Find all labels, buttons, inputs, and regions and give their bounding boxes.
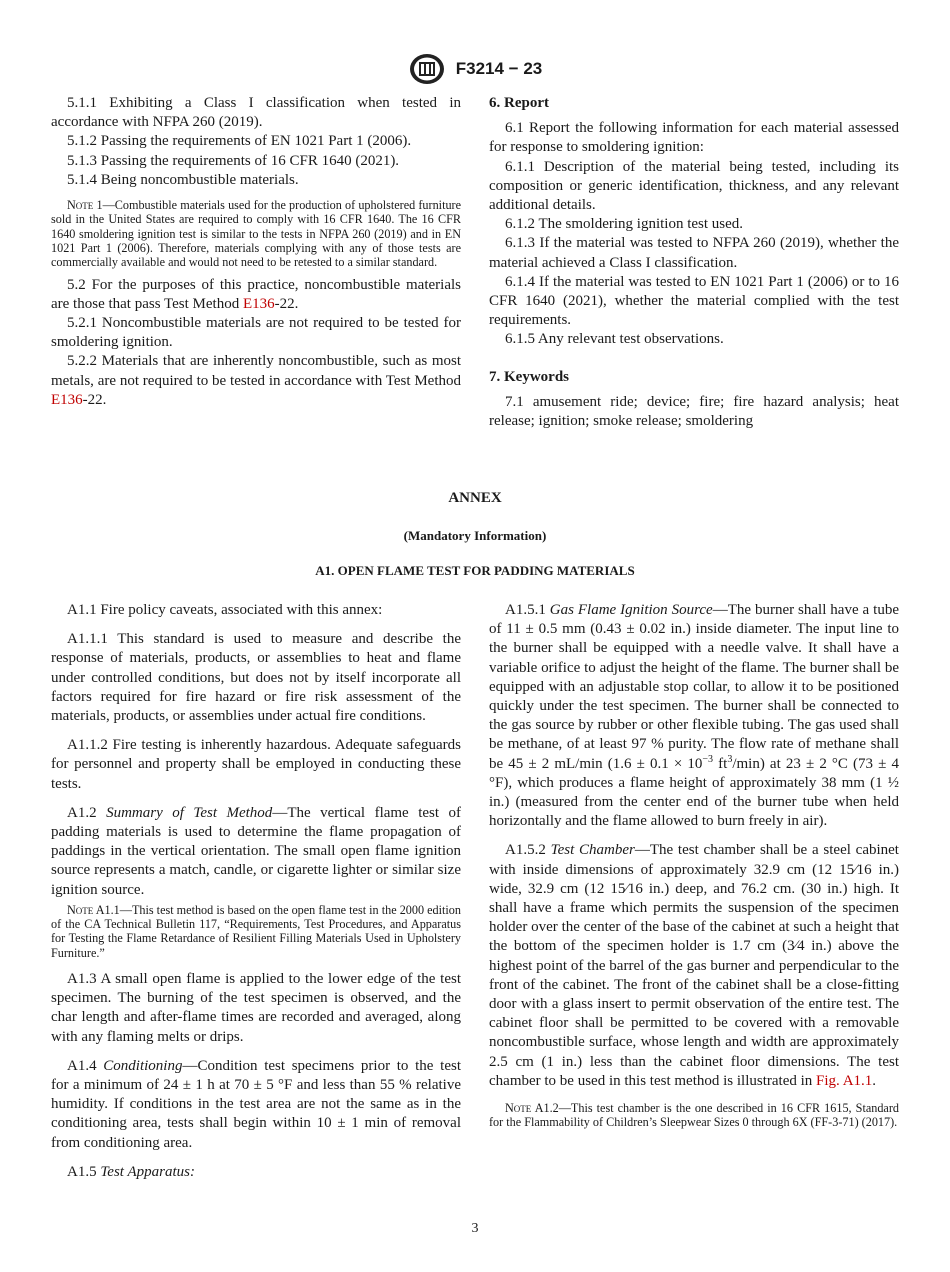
- para-6-1-4: 6.1.4 If the material was tested to EN 1021 Part 1 (2006) or to 16 CFR 1640 (2021), whether the material complied with the test requirements.: [489, 273, 899, 329]
- para-5-2: [51, 276, 461, 314]
- para-a1-2-number: A1.2: [67, 804, 107, 821]
- right-column-top: [489, 94, 899, 431]
- para-5-2-2-suffix: -22.: [82, 391, 107, 408]
- para-a1-1-1: A1.1.1 This standard is used to measure and describe the response of materials, products, or assemblies to heat and flame under controlled conditions, but does not by itself incorporate all factors required for fire hazard or fire risk assessment of the materials, products, or assemblies under actual fire conditions.: [51, 631, 461, 725]
- link-e136-2[interactable]: E136: [51, 391, 83, 408]
- para-5-1-3: 5.1.3 Passing the requirements of 16 CFR 1640 (2021).: [67, 152, 400, 169]
- para-a1-5-2-text: —The test chamber shall be a steel cabinet with inside dimensions of approximately 32.9 cm (12 15⁄16 in.) wide, 32.9 cm (12 15⁄16 in.) deep, and 76.2 cm. (30 in.) high. It shall have a frame which permits the suspension of the specimen holder over the center of the base of the cabinet at such a height that the bottom of the specimen holder is 1.7 cm (3⁄4 in.) above the highest point of the barrel of the gas burner and perpendicular to the front of the cabinet. The front of the cabinet shall be a close-fitting door with a glass insert to permit observation of the entire test. The cabinet floor shall be permitted to be covered with a removable noncombustible surface, whose length and width are approximately 2.5 cm (1 in.) less than the cabinet floor dimensions. The test chamber to be used in this test method is illustrated in: [489, 842, 899, 1089]
- para-a1-4-text: —Condition test specimens prior to the test for a minimum of 24 ± 1 h at 70 ± 5 °F and less than 55 % relative humidity. If conditions in the test area are not the same as in the conditioning area, tests shall begin within 10 ± 1 min of removal from conditioning area.: [51, 1057, 461, 1151]
- note-1-label: Note 1: [67, 198, 103, 213]
- exponent-3: 3: [727, 753, 733, 765]
- left-column-top: [51, 94, 461, 410]
- link-e136[interactable]: E136: [242, 295, 275, 312]
- para-5-2-1: 5.2.1 Noncombustible materials are not required to be tested for smoldering ignition.: [51, 314, 461, 351]
- para-5-2-2-text: 5.2.2 Materials that are inherently noncombustible, such as most metals, are not required to be tested in accordance with Test Method: [51, 353, 461, 389]
- left-column-bottom: [51, 601, 461, 1182]
- para-a1-5-1-text-a: —The burner shall have a tube of 11 ± 0.5 mm (0.43 ± 0.02 in.) inside diameter. The input line to the burner shall be equipped with a needle valve. It shall have a variable orifice to adjust the height of the flame. The burner shall be equipped with an adjustable stop collar, to allow it to be positioned quickly under the test specimen. The burner shall be connected to the gas source by rubber or other flexible tubing. The gas used shall be methane, of at least 97 % purity. The flow rate of methane shall be 45 ± 2 mL/min (1.6 ± 0.1 × 10: [489, 602, 899, 772]
- note-a1-2: [489, 1101, 899, 1130]
- note-1: [51, 198, 461, 269]
- document-number: F3214 − 23: [455, 59, 543, 78]
- para-a1-5-1-text-c: /min) at 23 ± 2 °C (73 ± 4 °F), which produces a flame height of approximately 38 mm (1 ½ in.) (measured from the center end of the burner tube when held horizontally and the flame allowed to burn freely in air).: [489, 755, 899, 830]
- para-a1-4-title: Conditioning: [103, 1057, 183, 1074]
- para-a1-5-1: [489, 601, 899, 831]
- para-a1-5: [51, 1163, 461, 1182]
- para-7-1: 7.1 amusement ride; device; fire; fire hazard analysis; heat release; ignition; smoke release; smoldering: [489, 393, 899, 430]
- para-a1-4-number: A1.4: [67, 1057, 104, 1074]
- para-a1-5-title: Test Apparatus:: [100, 1163, 195, 1180]
- note-1-text: —Combustible materials used for the production of upholstered furniture sold in the United States are required to comply with 16 CFR 1640. The 16 CFR 1640 smoldering ignition test is similar to the tests in NFPA 260 (2019) and in EN 1021 Part 1 (2006). Therefore, materials complying with any of those tests are commercially available and would not need to be retested to a similar standard.: [51, 198, 462, 270]
- page-number: 3: [471, 1221, 479, 1236]
- para-a1-5-1-number: A1.5.1: [505, 602, 550, 618]
- para-a1-5-2-end: .: [872, 1072, 877, 1089]
- para-a1-5-1-text-b: ft: [713, 755, 728, 772]
- annex-title: ANNEX: [448, 490, 502, 506]
- para-a1-2-title: Summary of Test Method: [106, 804, 273, 821]
- annex-section-title: A1. OPEN FLAME TEST FOR PADDING MATERIALS: [315, 563, 635, 578]
- page-header: [0, 52, 950, 88]
- astm-logo-icon: [408, 52, 446, 86]
- right-column-bottom: [489, 601, 899, 1136]
- para-a1-1: A1.1 Fire policy caveats, associated with this annex:: [67, 602, 383, 618]
- para-5-2-suffix: -22.: [274, 295, 299, 312]
- keywords-heading: 7. Keywords: [489, 368, 569, 385]
- para-5-2-text: 5.2 For the purposes of this practice, noncombustible materials are those that pass Test Method: [51, 276, 461, 312]
- para-6-1: 6.1 Report the following information for each material assessed for response to smoldering ignition:: [489, 120, 899, 156]
- para-5-2-2: [51, 352, 461, 410]
- report-heading: 6. Report: [489, 95, 549, 111]
- note-a1-1-label: Note A1.1: [67, 902, 120, 917]
- para-a1-4: [51, 1057, 461, 1153]
- para-5-1-4: 5.1.4 Being noncombustible materials.: [67, 171, 299, 188]
- note-a1-1: [51, 903, 461, 960]
- para-a1-1-2: A1.1.2 Fire testing is inherently hazardous. Adequate safeguards for personnel and property shall be employed in conducting these tests.: [51, 737, 461, 792]
- para-6-1-5: 6.1.5 Any relevant test observations.: [505, 331, 724, 348]
- note-a1-2-label: Note A1.2: [505, 1101, 559, 1116]
- para-6-1-2: 6.1.2 The smoldering ignition test used.: [505, 216, 744, 233]
- para-a1-5-2-number: A1.5.2: [505, 842, 551, 859]
- para-5-1-1: 5.1.1 Exhibiting a Class I classification when tested in accordance with NFPA 260 (2019).: [51, 95, 461, 131]
- para-a1-5-2-title: Test Chamber: [550, 842, 635, 859]
- annex-subtitle: (Mandatory Information): [403, 528, 547, 543]
- para-5-1-2: 5.1.2 Passing the requirements of EN 1021 Part 1 (2006).: [67, 133, 412, 150]
- para-6-1-1: 6.1.1 Description of the material being tested, including its composition or generic identification, thickness, and any relevant additional details.: [489, 158, 899, 214]
- link-fig-a1-1[interactable]: Fig. A1.1: [816, 1072, 873, 1089]
- exponent-minus-3: −3: [702, 753, 714, 765]
- note-a1-2-text: —This test chamber is the one described in 16 CFR 1615, Standard for the Flammability of Children’s Sleepwear Sizes 0 through 6X (FF-3-71) (2017).: [489, 1101, 899, 1130]
- para-a1-5-1-title: Gas Flame Ignition Source: [549, 602, 713, 618]
- note-a1-1-text: —This test method is based on the open flame test in the 2000 edition of the CA Technical Bulletin 117, “Requirements, Test Procedures, and Apparatus for Testing the Flame Retardance of Resilient Filling Materials Used in Upholstery Furniture.”: [51, 902, 461, 960]
- para-a1-3: A1.3 A small open flame is applied to the lower edge of the test specimen. The burning of the test specimen is observed, and the char length and after-flame times are recorded and averaged, along with any flaming melts or drips.: [51, 971, 461, 1045]
- para-a1-5-2: [489, 841, 899, 1091]
- para-a1-5-number: A1.5: [67, 1163, 101, 1180]
- para-a1-2: [51, 804, 461, 900]
- para-a1-2-text: —The vertical flame test of padding materials is used to determine the flame propagation of paddings in the vertical orientation. The small open flame ignition source represents a match, candle, or cigarette lighter or similar size ignition source.: [51, 804, 462, 898]
- para-6-1-3: 6.1.3 If the material was tested to NFPA 260 (2019), whether the material achieved a Class I classification.: [489, 235, 899, 271]
